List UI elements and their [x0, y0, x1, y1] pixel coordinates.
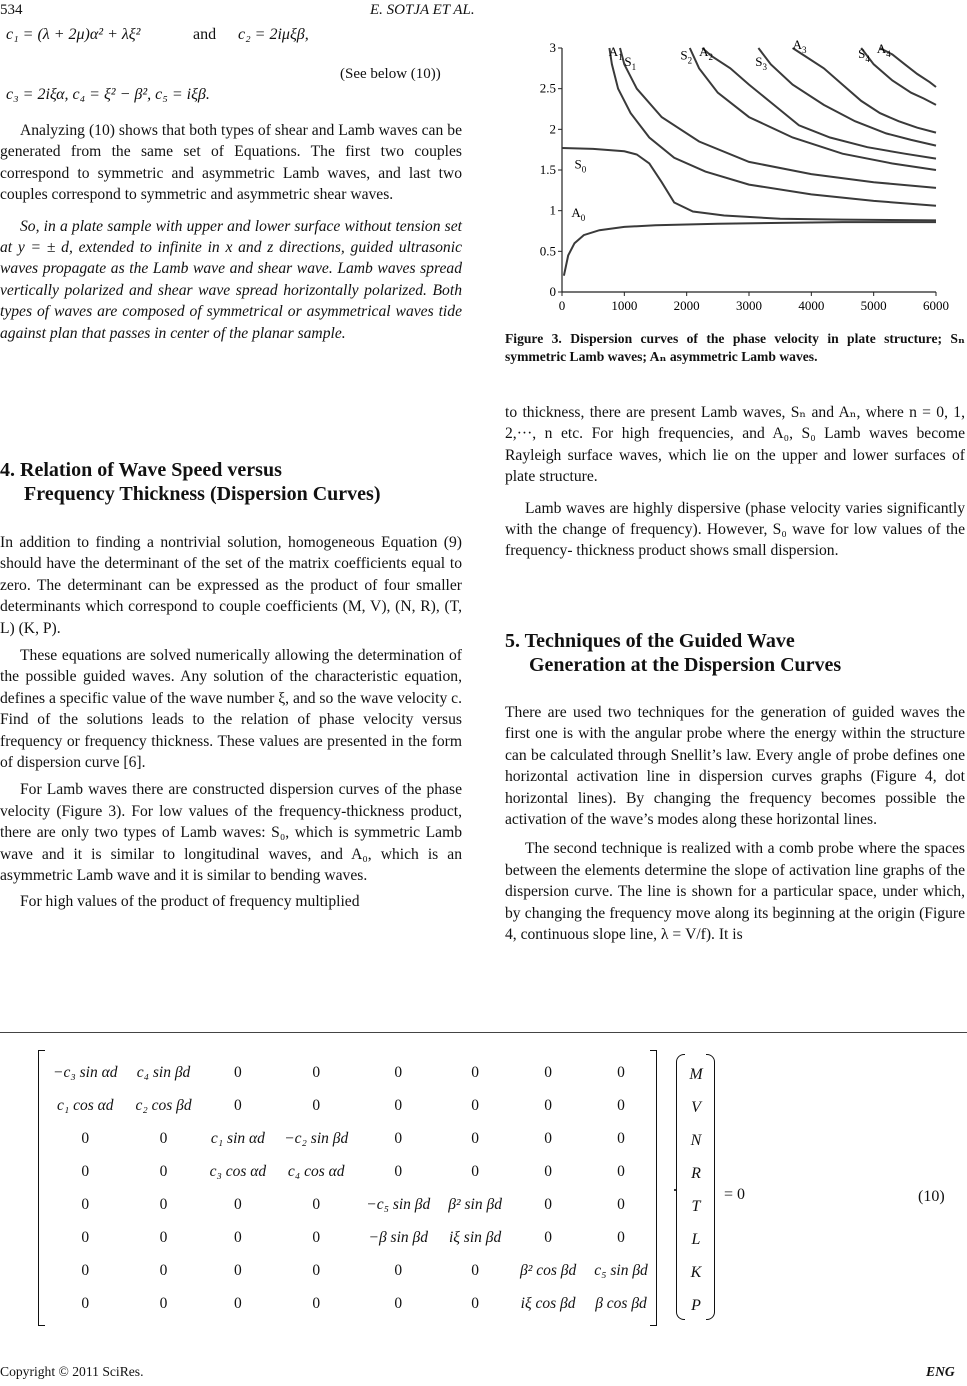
matrix-cell: 0 — [81, 1129, 90, 1147]
equation-c1: c₁ = (λ + 2μ)α² + λξ² — [6, 26, 141, 43]
matrix-cell: β² sin βd — [448, 1195, 502, 1213]
curve-label: $S_3$ — [755, 53, 767, 72]
y-tick-label: 0 — [549, 284, 556, 299]
right-column-body — [505, 702, 965, 945]
vector-entry: L — [691, 1231, 701, 1248]
matrix-cell: 0 — [394, 1063, 403, 1081]
chart-curve-labels — [571, 37, 891, 223]
matrix-cell: 0 — [159, 1294, 168, 1312]
matrix-row — [44, 1056, 657, 1089]
x-tick-label: 3000 — [736, 298, 762, 313]
paragraph: The second technique is realized with a comb probe where the spaces between the elements determine the slope of activation line graphs of the dispersion curve. The line is shown for a particular space, under which, by changing the frequency move along its beginning at the origin (Figure 4, continuous slope line, λ = V/f). It is — [505, 840, 965, 944]
matrix-cell: 0 — [81, 1228, 90, 1246]
vector-operator: · — [672, 1180, 678, 1200]
matrix-cell: 0 — [81, 1261, 90, 1279]
matrix-cell: iξ cos βd — [520, 1294, 576, 1312]
matrix-cell: 0 — [617, 1129, 625, 1147]
y-tick-label: 2 — [549, 121, 556, 137]
section-heading-line: Frequency Thickness (Dispersion Curves) — [24, 483, 381, 505]
x-tick-label: 0 — [558, 298, 566, 313]
matrix-cell: β² cos βd — [519, 1261, 577, 1279]
x-tick-label: 5000 — [860, 298, 887, 313]
figure-3-caption: Figure 3. Dispersion curves of the phase velocity in plate structure; Sₙ symmetric Lamb waves; Aₙ asymmetric Lamb waves. — [505, 331, 965, 364]
vector-entry: M — [689, 1066, 703, 1083]
right-column-top — [505, 402, 965, 562]
paragraph: For high values of the product of frequency multiplied — [20, 892, 360, 910]
curve-label: $A_0$ — [571, 205, 586, 224]
matrix-row — [44, 1287, 657, 1320]
x-tick-label: 2000 — [673, 298, 700, 313]
curve-label: $A_4$ — [876, 40, 891, 59]
matrix-row — [44, 1122, 657, 1155]
vector-entry: V — [691, 1099, 701, 1116]
matrix-row — [44, 1188, 657, 1221]
matrix-cell: 0 — [394, 1096, 403, 1114]
matrix-cell: 0 — [312, 1096, 321, 1114]
matrix-row — [44, 1089, 657, 1122]
matrix-cell: 0 — [617, 1228, 625, 1246]
curve-label: $A_1$ — [608, 44, 623, 63]
matrix-cell: 0 — [159, 1228, 168, 1246]
curve-label: $A_3$ — [792, 36, 807, 55]
matrix-cell: 0 — [471, 1261, 479, 1279]
y-tick-label: 3 — [549, 40, 556, 55]
series-line-s4 — [861, 48, 936, 105]
matrix-cell: 0 — [312, 1294, 321, 1312]
paragraph: Analyzing (10) shows that both types of shear and Lamb waves can be generated from the same set of Equations. The first two couples correspond to symmetric and asymmetric Lamb waves, and last two couples correspond to symmetric and asymmetric shear waves. — [0, 122, 462, 204]
paragraph: For Lamb waves there are constructed dispersion curves of the phase velocity (Figure 3). For low values of the frequency-thickness product, there are only two types of Lamb waves: S₀, which is symmetric Lamb wave and it is similar to longitudinal waves, and A₀, which is an asymmetric Lamb wave and it is similar to bending waves. — [0, 781, 462, 885]
section-5-heading — [505, 629, 965, 677]
matrix-cell: 0 — [234, 1195, 242, 1213]
paragraph: Lamb waves are highly dispersive (phase velocity varies significantly with the change of frequency). However, S₀ wave for low values of the frequency- thickness product shows small dispersion. — [505, 499, 965, 560]
matrix-cell: 0 — [312, 1195, 321, 1213]
matrix-cell: 0 — [159, 1261, 168, 1279]
matrix-cell: 0 — [234, 1063, 242, 1081]
left-column-top — [0, 120, 462, 344]
paragraph: In addition to finding a nontrivial solution, homogeneous Equation (9) should have the determinant of the set of the matrix coefficients equal to zero. The determinant can be expressed as the product of four smaller determinants which correspond to couple coefficients (M, V), (N, R), (T, L) (K, P). — [0, 534, 462, 637]
matrix-cell: 0 — [234, 1096, 242, 1114]
matrix-cell: 0 — [394, 1294, 403, 1312]
equation-divider — [0, 1032, 967, 1033]
matrix-cell: c₂ cos βd — [135, 1096, 192, 1114]
section-4-heading — [0, 458, 470, 506]
matrix-cell: c₃ cos αd — [209, 1162, 267, 1180]
equation-rhs: = 0 — [724, 1186, 746, 1203]
curve-label: $S_2$ — [680, 47, 693, 66]
vector-entry: N — [690, 1132, 702, 1149]
curve-label: $S_1$ — [624, 53, 637, 72]
matrix-cell: 0 — [544, 1228, 552, 1246]
matrix-cell: 0 — [234, 1261, 242, 1279]
equation-c3-c5: c₃ = 2iξα, c₄ = ξ² − β², c₅ = iξβ. — [6, 86, 210, 103]
matrix-cell: c₅ sin βd — [594, 1261, 648, 1279]
matrix-cell: 0 — [234, 1294, 242, 1312]
matrix-cell: 0 — [471, 1129, 479, 1147]
matrix-cell: 0 — [471, 1162, 479, 1180]
section-heading-line: 5. Techniques of the Guided Wave — [505, 630, 795, 652]
series-line-a0 — [564, 222, 936, 276]
matrix-cell: c₁ cos αd — [56, 1096, 114, 1114]
matrix-cell: 0 — [81, 1162, 90, 1180]
paragraph: There are used two techniques for the generation of guided waves the first one is with the angular probe where the energy within the structure can be calculated through Snellit’s law. Every angle of probe defines one horizontal activation line in dispersion curves graphs (Figure 4, dot horizontal lines). By changing the frequency becomes possible the activation of the wave’s modes along these horizontal lines. — [505, 704, 965, 829]
page-number: 534 — [0, 2, 23, 18]
matrix-cell: 0 — [617, 1195, 625, 1213]
copyright: Copyright © 2011 SciRes. — [0, 1364, 144, 1379]
coefficient-matrix-table — [44, 1056, 657, 1320]
matrix-cell: 0 — [617, 1162, 625, 1180]
equation-c2: c₂ = 2iμξβ, — [238, 26, 309, 43]
paragraph: So, in a plate sample with upper and lower surface without tension set at y = ± d, extended to infinite in x and z directions, guided ultrasonic waves propagate as the Lamb wave and shear wave. Lamb waves spread vertically polarized and shear wave spread horizontally polarized. Both types of waves are composed of symmetrical or asymmetrical waves tide against plan that passes in center of the planar sample. — [0, 217, 462, 342]
y-tick-label: 0.5 — [539, 243, 556, 259]
matrix-cell: 0 — [544, 1063, 552, 1081]
x-tick-label: 6000 — [923, 298, 949, 313]
matrix-cell: 0 — [617, 1096, 625, 1114]
matrix-cell: 0 — [394, 1162, 403, 1180]
vector-entry: K — [690, 1264, 702, 1281]
matrix-cell: 0 — [312, 1063, 321, 1081]
matrix-cell: 0 — [544, 1096, 552, 1114]
matrix-cell: 0 — [81, 1294, 90, 1312]
running-title: E. SOTJA ET AL. — [370, 2, 475, 18]
matrix-cell: 0 — [471, 1294, 479, 1312]
matrix-row — [44, 1155, 657, 1188]
matrix-cell: 0 — [394, 1261, 403, 1279]
equation-number: (10) — [918, 1188, 945, 1205]
section-heading-line: 4. Relation of Wave Speed versus — [0, 459, 282, 481]
coefficient-matrix — [44, 1056, 650, 1320]
matrix-cell: c₄ sin βd — [136, 1063, 191, 1081]
vector-entry: P — [691, 1297, 701, 1314]
y-tick-label: 1.5 — [539, 162, 556, 177]
matrix-cell: 0 — [544, 1129, 552, 1147]
unknown-vector — [684, 1058, 708, 1322]
matrix-cell: −β sin βd — [368, 1228, 428, 1246]
matrix-cell: 0 — [81, 1195, 90, 1213]
vector-entry: T — [691, 1198, 701, 1215]
matrix-cell: 0 — [471, 1063, 479, 1081]
curve-label: $S_4$ — [858, 45, 870, 64]
matrix-cell: iξ sin βd — [448, 1228, 502, 1246]
journal-abbrev: ENG — [926, 1364, 955, 1379]
equation-and: and — [193, 26, 217, 43]
vector-entry: R — [691, 1165, 701, 1182]
matrix-cell: 0 — [544, 1195, 552, 1213]
x-tick-label: 4000 — [798, 298, 825, 313]
matrix-cell: 0 — [159, 1162, 168, 1180]
matrix-cell: −c₅ sin βd — [366, 1195, 431, 1213]
matrix-cell: c₁ sin αd — [210, 1129, 265, 1147]
section-heading-line: Generation at the Dispersion Curves — [529, 654, 842, 676]
left-column-body — [0, 532, 462, 912]
matrix-cell: 0 — [544, 1162, 552, 1180]
matrix-cell: 0 — [617, 1063, 625, 1081]
paragraph: to thickness, there are present Lamb waves, Sₙ and Aₙ, where n = 0, 1, 2,···, n etc. For high frequencies, and A₀, S₀ Lamb waves become Rayleigh surface waves, which lie on the upper and lower surfaces of plate structure. — [505, 404, 965, 486]
curve-label: $S_0$ — [574, 156, 587, 175]
paragraph: These equations are solved numerically allowing the determination of the possible guided waves. Any solution of the characteristic equation, defines a specific value of the wave number ξ, and so the wave velocity c. Find of the solutions leads to the relation of phase velocity versus frequency or frequency thickness. These values are presented in the form of dispersion curve [6]. — [0, 647, 462, 772]
matrix-cell: c₄ cos αd — [287, 1162, 345, 1180]
matrix-cell: 0 — [159, 1195, 168, 1213]
matrix-cell: 0 — [159, 1129, 168, 1147]
matrix-cell: −c₃ sin αd — [53, 1063, 118, 1081]
y-tick-label: 1 — [549, 202, 556, 218]
matrix-cell: 0 — [394, 1129, 403, 1147]
matrix-cell: 0 — [312, 1228, 321, 1246]
matrix-cell: β cos βd — [595, 1294, 647, 1312]
matrix-cell: 0 — [312, 1261, 321, 1279]
x-tick-label: 1000 — [611, 298, 638, 313]
matrix-row — [44, 1254, 657, 1287]
matrix-cell: 0 — [471, 1096, 479, 1114]
matrix-cell: 0 — [234, 1228, 242, 1246]
dispersion-chart — [500, 32, 960, 322]
equation-note: (See below (10)) — [340, 66, 441, 82]
curve-label: $A_2$ — [699, 44, 714, 63]
matrix-row — [44, 1221, 657, 1254]
y-tick-label: 2.5 — [539, 80, 556, 96]
matrix-cell: −c₂ sin βd — [284, 1129, 349, 1147]
